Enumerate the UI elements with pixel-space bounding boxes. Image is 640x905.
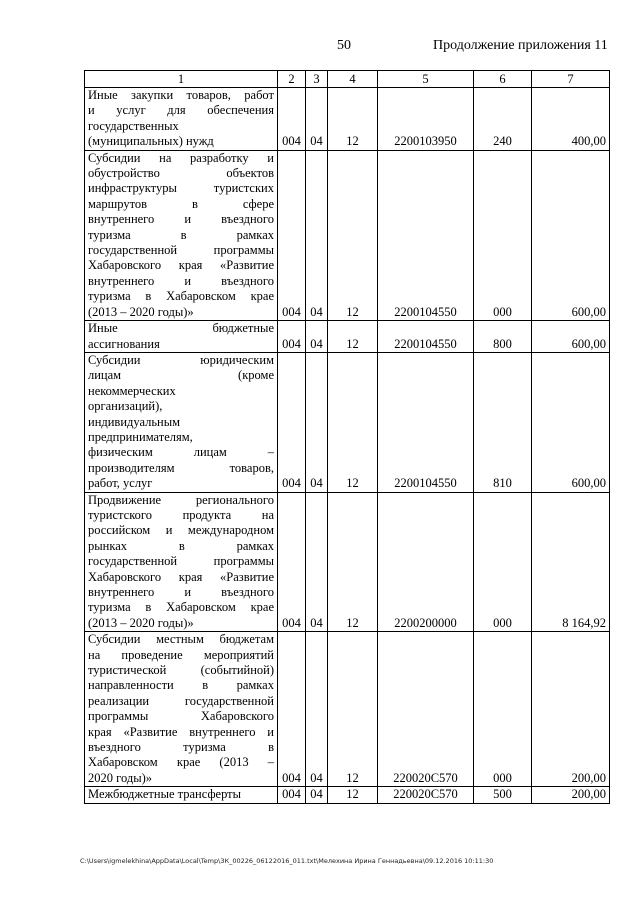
row-description <box>85 150 278 320</box>
ministry-code: 004 <box>278 632 306 787</box>
description-line: (муниципальных) нужд <box>88 134 214 149</box>
table-row <box>85 492 610 632</box>
description-line: лицам (кроме <box>88 368 274 383</box>
description-line: Хабаровского края «Развитие <box>88 258 274 273</box>
amount: 200,00 <box>532 787 610 803</box>
amount: 400,00 <box>532 88 610 151</box>
description-line: реализации государственной <box>88 693 274 708</box>
description-line: внутреннего и въездного <box>88 273 274 288</box>
expense-type-code: 800 <box>474 321 532 353</box>
section-code: 04 <box>306 352 328 492</box>
continuation-title: Продолжение приложения 11 <box>433 38 608 53</box>
description-line: края «Развитие внутреннего и <box>88 724 274 739</box>
target-article-code: 2200104550 <box>378 150 474 320</box>
amount: 600,00 <box>532 321 610 353</box>
target-article-code: 2200103950 <box>378 88 474 151</box>
description-line: программы Хабаровского <box>88 709 274 724</box>
expense-type-code: 000 <box>474 150 532 320</box>
row-description <box>85 632 278 787</box>
subsection-code: 12 <box>328 492 378 632</box>
target-article-code: 2200104550 <box>378 321 474 353</box>
description-line: направленности в рамках <box>88 678 274 693</box>
description-line: внутреннего и въездного <box>88 585 274 599</box>
description-line: ассигнования <box>88 336 160 351</box>
expense-type-code: 810 <box>474 352 532 492</box>
description-line: организаций), <box>88 399 163 414</box>
description-line: и услуг для обеспечения <box>88 103 274 118</box>
target-article-code: 2200104550 <box>378 352 474 492</box>
description-line: 2020 годы)» <box>88 770 153 785</box>
description-line: производителям товаров, <box>88 460 274 475</box>
description-line: Продвижение регионального <box>88 492 274 507</box>
table-row <box>85 352 610 492</box>
ministry-code: 004 <box>278 150 306 320</box>
target-article-code: 2200200000 <box>378 492 474 632</box>
subsection-code: 12 <box>328 352 378 492</box>
description-line: туризма в Хабаровском крае <box>88 600 274 615</box>
description-line: туристической (событийной) <box>88 663 274 678</box>
row-description <box>85 321 278 353</box>
description-line: некоммерческих <box>88 383 176 398</box>
amount: 200,00 <box>532 632 610 787</box>
description-line: маршрутов в сфере <box>88 196 274 211</box>
description-line: Хабаровском крае (2013 – <box>88 755 274 770</box>
column-header: 5 <box>378 71 474 88</box>
target-article-code: 220020С570 <box>378 632 474 787</box>
description-line: физическим лицам – <box>88 445 274 460</box>
table-row <box>85 88 610 151</box>
table-row <box>85 632 610 787</box>
description-line: (2013 – 2020 годы)» <box>88 615 194 630</box>
ministry-code: 004 <box>278 321 306 353</box>
file-path-footer: C:\Users\igmelekhina\AppData\Local\Temp\ЗК_00226_06122016_011.txt\Мелехина Ирина Геннадьевна\09.12.2016 10:11:30 <box>80 857 494 865</box>
section-code: 04 <box>306 492 328 632</box>
column-header: 1 <box>85 71 278 88</box>
description-line: туризма в рамках <box>88 227 274 242</box>
row-description <box>85 492 278 632</box>
column-header: 4 <box>328 71 378 88</box>
column-header: 3 <box>306 71 328 88</box>
description-line: работ, услуг <box>88 476 153 491</box>
column-header: 6 <box>474 71 532 88</box>
description-line: туризма в Хабаровском крае <box>88 289 274 304</box>
expense-type-code: 240 <box>474 88 532 151</box>
description-line: Субсидии местным бюджетам <box>88 632 274 647</box>
description-line: государственной программы <box>88 243 274 258</box>
expense-type-code: 500 <box>474 787 532 803</box>
description-line: на проведение мероприятий <box>88 647 274 662</box>
description-line: Хабаровского края «Развитие <box>88 569 274 584</box>
description-line: Иные бюджетные <box>88 321 274 336</box>
description-line: Межбюджетные трансферты <box>88 787 242 802</box>
description-line: российском и международном <box>88 523 274 538</box>
ministry-code: 004 <box>278 352 306 492</box>
table-row <box>85 321 610 353</box>
section-code: 04 <box>306 321 328 353</box>
description-line: государственной программы <box>88 554 274 569</box>
ministry-code: 004 <box>278 88 306 151</box>
expense-type-code: 000 <box>474 492 532 632</box>
section-code: 04 <box>306 632 328 787</box>
row-description <box>85 88 278 151</box>
ministry-code: 004 <box>278 787 306 803</box>
subsection-code: 12 <box>328 787 378 803</box>
description-line: инфраструктуры туристских <box>88 181 274 196</box>
header-row <box>85 71 610 88</box>
description-line: рынках в рамках <box>88 538 274 553</box>
description-line: въездного туризма в <box>88 740 274 755</box>
description-line: индивидуальным <box>88 414 181 429</box>
section-code: 04 <box>306 150 328 320</box>
subsection-code: 12 <box>328 632 378 787</box>
subsection-code: 12 <box>328 321 378 353</box>
amount: 600,00 <box>532 150 610 320</box>
description-line: (2013 – 2020 годы)» <box>88 304 194 319</box>
description-line: туристского продукта на <box>88 507 274 522</box>
column-header: 7 <box>532 71 610 88</box>
ministry-code: 004 <box>278 492 306 632</box>
amount: 8 164,92 <box>532 492 610 632</box>
row-description <box>85 352 278 492</box>
description-line: Субсидии юридическим <box>88 352 274 367</box>
budget-table <box>84 70 610 804</box>
page-number: 50 <box>337 38 351 53</box>
expense-type-code: 000 <box>474 632 532 787</box>
subsection-code: 12 <box>328 88 378 151</box>
description-line: обустройство объектов <box>88 166 274 181</box>
description-line: предпринимателям, <box>88 429 193 444</box>
section-code: 04 <box>306 88 328 151</box>
column-header: 2 <box>278 71 306 88</box>
description-line: Субсидии на разработку и <box>88 150 274 165</box>
section-code: 04 <box>306 787 328 803</box>
table-row <box>85 787 610 803</box>
row-description <box>85 787 278 803</box>
subsection-code: 12 <box>328 150 378 320</box>
description-line: Иные закупки товаров, работ <box>88 88 274 102</box>
description-line: государственных <box>88 118 179 133</box>
amount: 600,00 <box>532 352 610 492</box>
description-line: внутреннего и въездного <box>88 212 274 227</box>
target-article-code: 220020С570 <box>378 787 474 803</box>
table-row <box>85 150 610 320</box>
